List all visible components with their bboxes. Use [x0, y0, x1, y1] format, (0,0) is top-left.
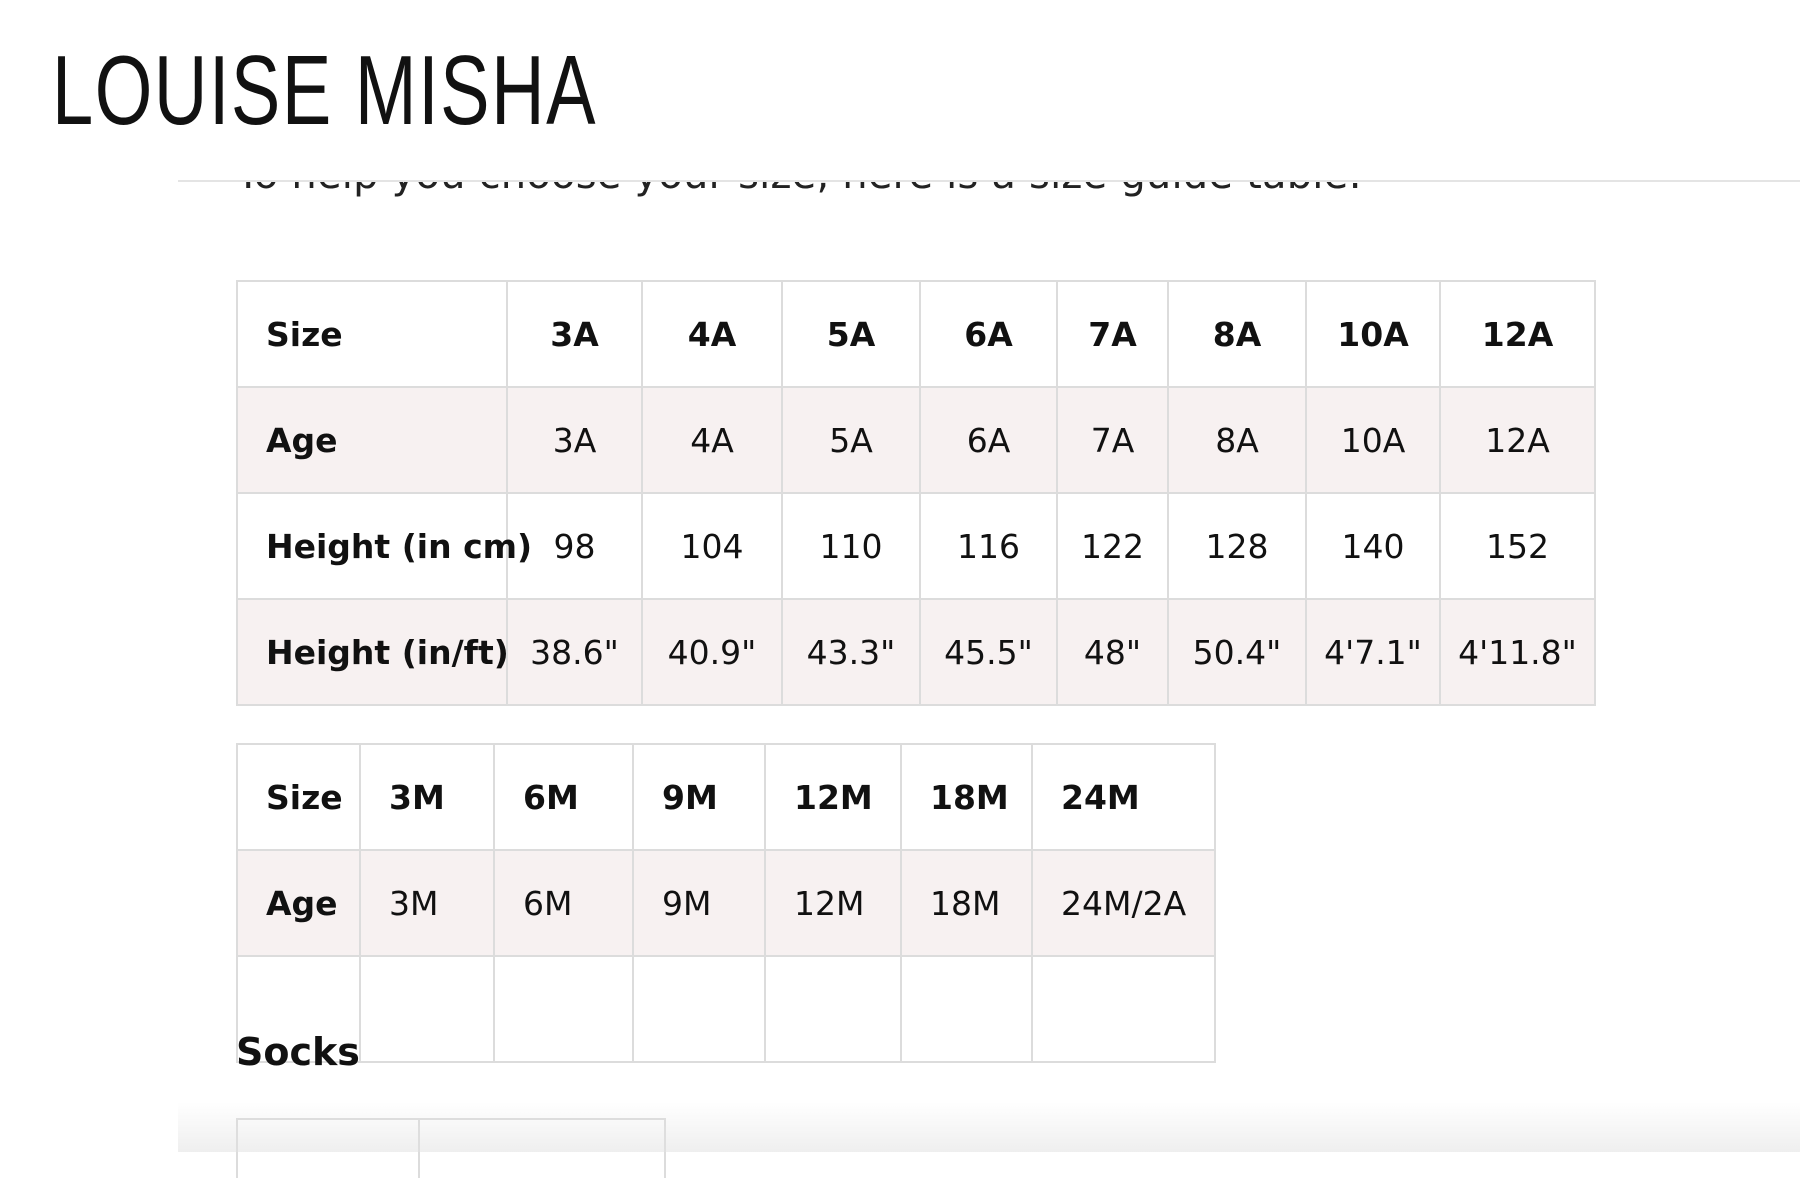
cell: 3A	[507, 281, 642, 387]
cell: 7A	[1057, 387, 1168, 493]
cell: 50.4"	[1168, 599, 1306, 705]
table-row-age	[237, 387, 1595, 493]
table-row-height-inft	[237, 599, 1595, 705]
brand-logo-text: LOUISE MISHA	[52, 35, 597, 145]
cell: 10A	[1306, 387, 1440, 493]
cell: 9M	[633, 850, 765, 956]
cell: 9M	[633, 744, 765, 850]
cell: 3M	[360, 850, 494, 956]
cell: 4'11.8"	[1440, 599, 1595, 705]
cell: 12A	[1440, 281, 1595, 387]
cell: 122	[1057, 493, 1168, 599]
cell: 40.9"	[642, 599, 782, 705]
cell: 45.5"	[920, 599, 1057, 705]
cell: 12A	[1440, 387, 1595, 493]
table-row-partial	[237, 956, 1215, 1062]
cell: 4A	[642, 281, 782, 387]
row-label: Height (in/ft)	[237, 599, 507, 705]
cell: 7A	[1057, 281, 1168, 387]
cell: 8A	[1168, 387, 1306, 493]
cell: 12M	[765, 850, 901, 956]
cell	[1032, 956, 1215, 1062]
socks-heading: Socks	[236, 1030, 360, 1074]
cell: 152	[1440, 493, 1595, 599]
kids-size-table	[236, 280, 1596, 706]
cell: 38.6"	[507, 599, 642, 705]
cell: 98	[507, 493, 642, 599]
cell: 6A	[920, 281, 1057, 387]
cell: 43.3"	[782, 599, 920, 705]
row-label: Height (in cm)	[237, 493, 507, 599]
brand-logo-wordmark	[52, 35, 612, 145]
brand-logo[interactable]	[52, 35, 612, 145]
cell: 18M	[901, 744, 1032, 850]
row-label: Age	[237, 387, 507, 493]
cell: 8A	[1168, 281, 1306, 387]
cell	[360, 956, 494, 1062]
cell: 5A	[782, 387, 920, 493]
cell	[633, 956, 765, 1062]
row-label: Age	[237, 850, 360, 956]
table-row-size	[237, 281, 1595, 387]
row-label: Size	[237, 744, 360, 850]
cell: 24M	[1032, 744, 1215, 850]
cell: 3A	[507, 387, 642, 493]
cell: 4'7.1"	[1306, 599, 1440, 705]
cell	[494, 956, 633, 1062]
cell: 116	[920, 493, 1057, 599]
table-row-height-cm	[237, 493, 1595, 599]
row-label: Size	[237, 281, 507, 387]
column-divider	[418, 1120, 420, 1178]
cell: 3M	[360, 744, 494, 850]
cell: 6M	[494, 744, 633, 850]
cell: 10A	[1306, 281, 1440, 387]
cell	[765, 956, 901, 1062]
baby-size-table	[236, 743, 1216, 1063]
cell: 104	[642, 493, 782, 599]
baby-table-viewport	[230, 736, 1230, 976]
cell: 6A	[920, 387, 1057, 493]
cell: 18M	[901, 850, 1032, 956]
table-row-age	[237, 850, 1215, 956]
cell: 128	[1168, 493, 1306, 599]
cell: 4A	[642, 387, 782, 493]
cell	[901, 956, 1032, 1062]
cell: 12M	[765, 744, 901, 850]
cell: 5A	[782, 281, 920, 387]
cell: 24M/2A	[1032, 850, 1215, 956]
cell: 48"	[1057, 599, 1168, 705]
cell: 140	[1306, 493, 1440, 599]
socks-size-table	[236, 1118, 666, 1178]
cell: 6M	[494, 850, 633, 956]
table-row-size	[237, 744, 1215, 850]
cell: 110	[782, 493, 920, 599]
